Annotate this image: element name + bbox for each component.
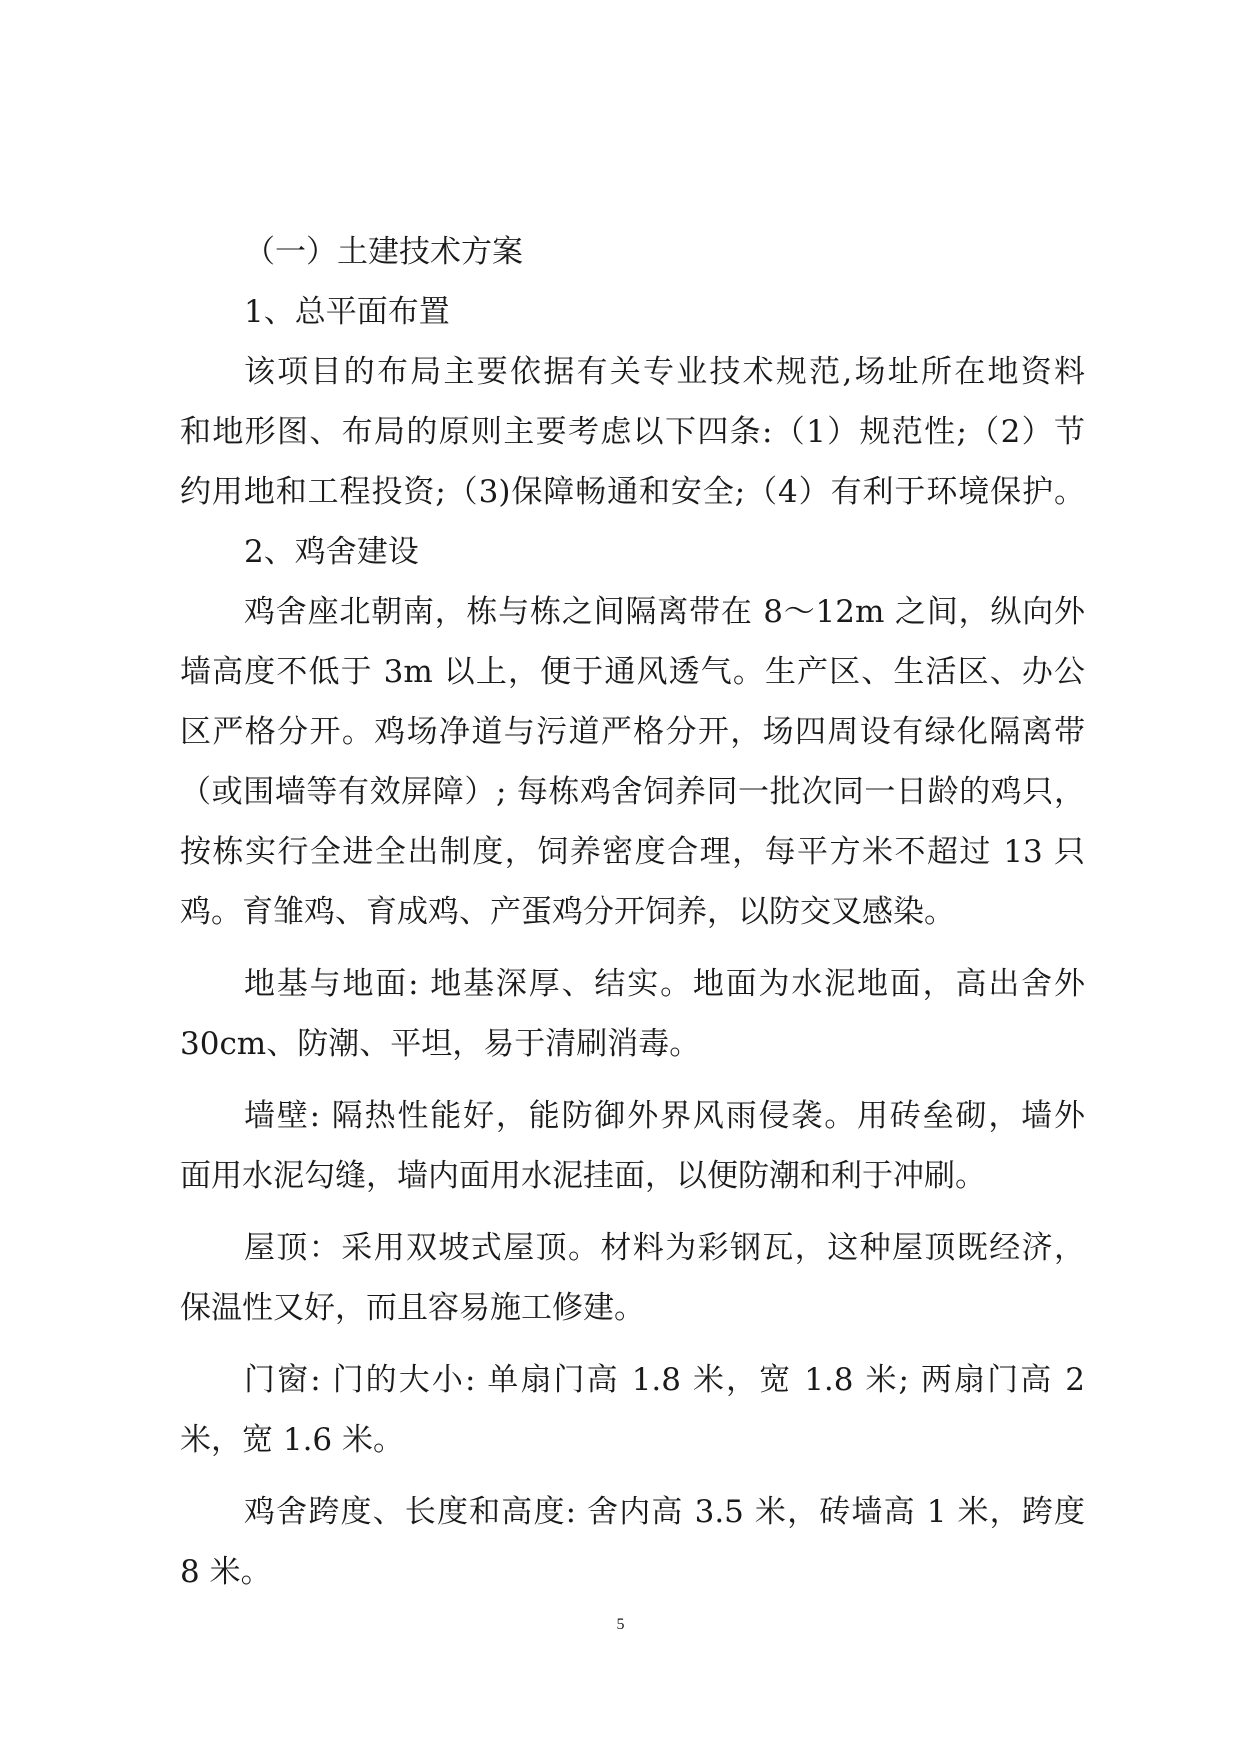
paragraph-line: 和地形图、布局的原则主要考虑以下四条:（1）规范性;（2）节 [180,414,1085,450]
paragraph-line: 鸡。育雏鸡、育成鸡、产蛋鸡分开饲养，以防交叉感染。 [180,894,955,930]
paragraph-line: 面用水泥勾缝，墙内面用水泥挂面，以便防潮和利于冲刷。 [180,1158,986,1194]
document-body [180,222,1085,1602]
heading-chicken-house: 2、鸡舍建设 [244,534,419,570]
paragraph-line: 保温性又好，而且容易施工修建。 [180,1290,645,1326]
paragraph-line: 墙高度不低于 3m 以上，便于通风透气。生产区、生活区、办公 [180,654,1085,690]
paragraph-line: 屋顶：采用双坡式屋顶。材料为彩钢瓦，这种屋顶既经济， [244,1230,1085,1266]
page-number: 5 [616,1616,625,1633]
paragraph-line: （或围墙等有效屏障）; 每栋鸡舍饲养同一批次同一日龄的鸡只， [180,774,1085,810]
paragraph-roof [180,1218,1085,1338]
paragraph-line: 30cm、防潮、平坦，易于清刷消毒。 [180,1026,701,1062]
paragraph-span-height [180,1482,1085,1602]
paragraph-line: 区严格分开。鸡场净道与污道严格分开，场四周设有绿化隔离带 [180,714,1085,750]
paragraph-line: 按栋实行全进全出制度，饲养密度合理，每平方米不超过 13 只 [180,834,1085,870]
paragraph-wall [180,1086,1085,1206]
paragraph-line: 墙壁: 隔热性能好，能防御外界风雨侵袭。用砖垒砌，墙外 [244,1098,1085,1134]
paragraph-foundation [180,954,1085,1074]
paragraph-line: 米，宽 1.6 米。 [180,1422,405,1458]
section-title: （一）土建技术方案 [244,234,523,270]
paragraph-line: 约用地和工程投资;（3)保障畅通和安全;（4）有利于环境保护。 [180,474,1085,510]
paragraph-layout [180,342,1085,522]
paragraph-line: 鸡舍跨度、长度和高度: 舍内高 3.5 米，砖墙高 1 米，跨度 [244,1494,1085,1530]
paragraph-line: 门窗: 门的大小: 单扇门高 1.8 米，宽 1.8 米; 两扇门高 2 [244,1362,1085,1398]
paragraph-door-window [180,1350,1085,1470]
paragraph-line: 地基与地面: 地基深厚、结实。地面为水泥地面，高出舍外 [244,966,1085,1002]
paragraph-line: 该项目的布局主要依据有关专业技术规范,场址所在地资料 [244,354,1085,390]
paragraph-house [180,582,1085,942]
heading-general-layout: 1、总平面布置 [244,294,450,330]
paragraph-line: 鸡舍座北朝南，栋与栋之间隔离带在 8～12m 之间，纵向外 [244,594,1085,630]
paragraph-line: 8 米。 [180,1554,272,1590]
